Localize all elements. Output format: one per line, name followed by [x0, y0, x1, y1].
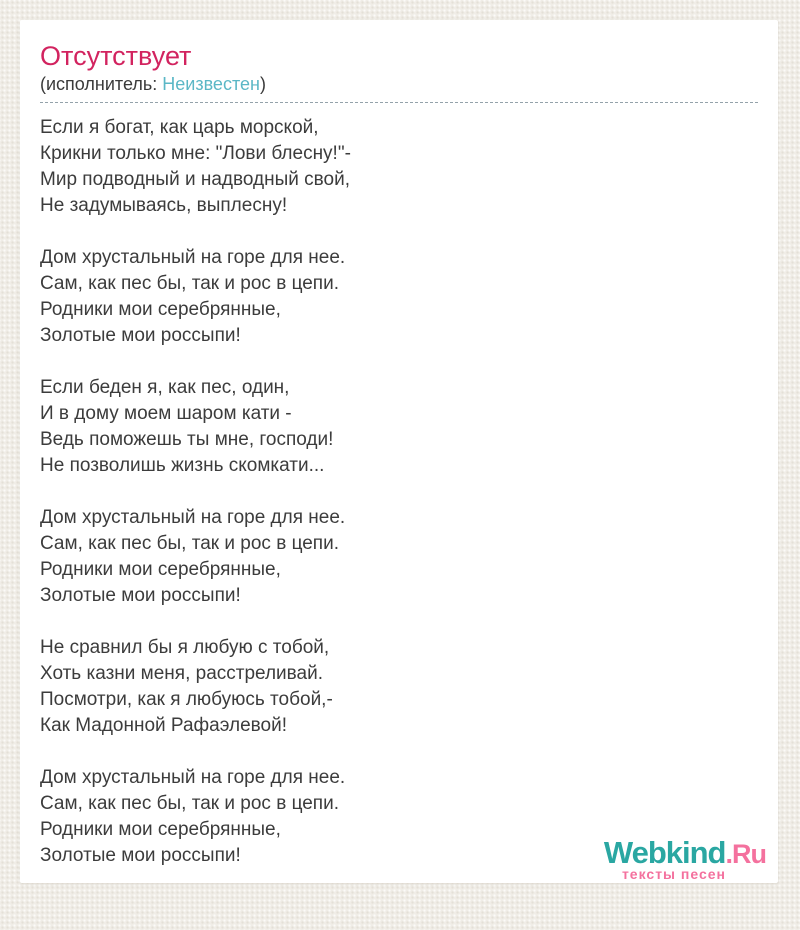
artist-label-suffix: ): [259, 74, 266, 94]
artist-link[interactable]: Неизвестен: [162, 74, 260, 94]
song-title: Отсутствует: [40, 41, 192, 71]
brand-domain-suffix: .Ru: [725, 839, 766, 869]
artist-line: [40, 72, 758, 103]
brand-tagline: тексты песен: [621, 866, 726, 882]
lyrics-text: [40, 115, 758, 869]
stanza: Не сравнил бы я любую с тобой, Хоть казни меня, расстреливай. Посмотри, как я любуюсь тобой,- Как Мадонной Рафаэлевой!: [40, 637, 333, 736]
artist-label-prefix: (исполнитель:: [40, 74, 163, 94]
stanza: Дом хрустальный на горе для нее. Сам, как пес бы, так и рос в цепи. Родники мои серебрянные, Золотые мои россыпи!: [40, 247, 346, 346]
content-card: [20, 20, 778, 883]
stanza: Дом хрустальный на горе для нее. Сам, как пес бы, так и рос в цепи. Родники мои серебрянные, Золотые мои россыпи!: [40, 507, 346, 606]
stanza: Если я богат, как царь морской, Крикни только мне: "Лови блесну!"- Мир подводный и надводный свой, Не задумываясь, выплесну!: [40, 117, 351, 216]
brand-wordmark: [604, 837, 766, 868]
stanza: Дом хрустальный на горе для нее. Сам, как пес бы, так и рос в цепи. Родники мои серебрянные, Золотые мои россыпи!: [40, 767, 346, 866]
brand-name: Webkind: [603, 835, 726, 870]
webkind-logo[interactable]: [604, 837, 766, 881]
stanza: Если беден я, как пес, один, И в дому моем шаром кати - Ведь поможешь ты мне, господи! Не позволишь жизнь скомкати...: [40, 377, 334, 476]
